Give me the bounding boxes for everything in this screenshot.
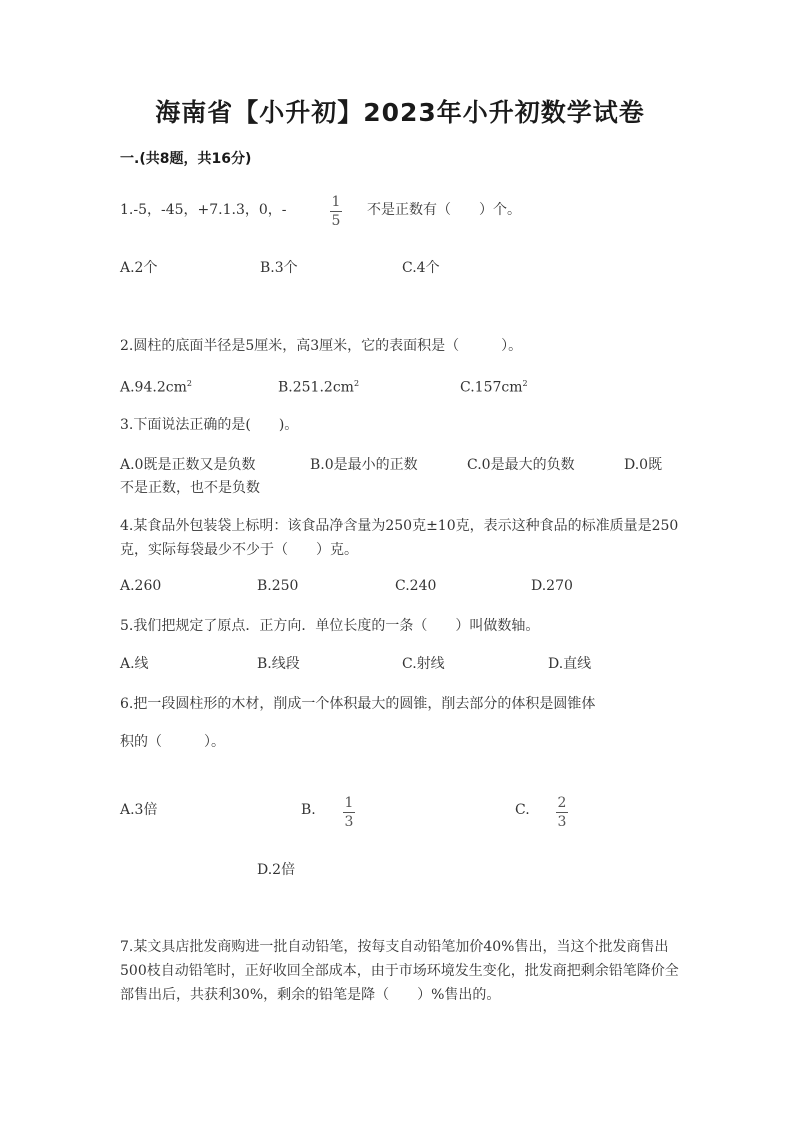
question-6-option-a[interactable]: A.3倍 [120, 802, 158, 818]
question-4-option-b[interactable]: B.250 [257, 578, 299, 594]
fraction-numerator: 2 [557, 795, 567, 811]
fraction-denominator: 3 [344, 814, 354, 830]
question-6-option-c[interactable]: C. [515, 802, 530, 818]
question-3-text: 3.下面说法正确的是( )。 [120, 417, 299, 433]
question-1-text-after: 不是正数有（ ）个。 [367, 202, 521, 218]
question-1-text-before: 1.-5，-45，+7.1.3，0，- [120, 202, 287, 218]
page-title: 海南省【小升初】2023年小升初数学试卷 [155, 98, 645, 127]
option-label: C.157cm [460, 379, 523, 396]
unit-superscript: 2 [522, 379, 528, 388]
fraction-bar [330, 211, 342, 212]
question-5-option-c[interactable]: C.射线 [402, 656, 445, 672]
fraction-numerator: 1 [344, 795, 354, 811]
question-1-fraction [330, 194, 342, 229]
question-2-option-b[interactable] [278, 372, 359, 400]
question-3-option-b[interactable]: B.0是最小的正数 [310, 457, 418, 473]
fraction-denominator: 3 [557, 814, 567, 830]
question-4-option-a[interactable]: A.260 [120, 578, 162, 594]
question-3-option-d[interactable]: D.0既 [624, 457, 663, 473]
question-6-option-d[interactable]: D.2倍 [257, 862, 296, 878]
question-1-option-b[interactable]: B.3个 [260, 260, 298, 276]
option-label: A.94.2cm [120, 379, 187, 396]
question-3-option-d-continued: 不是正数，也不是负数 [120, 480, 260, 496]
fraction-bar [556, 812, 568, 813]
unit-superscript: 2 [186, 379, 192, 388]
fraction-denominator: 5 [331, 213, 341, 229]
question-5-option-b[interactable]: B.线段 [257, 656, 300, 672]
question-6-option-b-fraction [343, 795, 355, 830]
question-5-option-a[interactable]: A.线 [120, 656, 149, 672]
question-4-text: 4.某食品外包装袋上标明：该食品净含量为250克±10克，表示这种食品的标准质量是250克，实际每袋最少不少于（ ）克。 [120, 518, 679, 558]
question-6-text-line-1: 6.把一段圆柱形的木材，削成一个体积最大的圆锥，削去部分的体积是圆锥体 [120, 696, 596, 712]
question-3-option-c[interactable]: C.0是最大的负数 [467, 457, 575, 473]
question-4-option-c[interactable]: C.240 [395, 578, 437, 594]
question-5-text: 5.我们把规定了原点．正方向．单位长度的一条（ ）叫做数轴。 [120, 618, 540, 634]
question-2-option-c[interactable] [460, 372, 528, 400]
question-6-text-line-2: 积的（ ）。 [120, 734, 225, 750]
question-6-option-c-fraction [556, 795, 568, 830]
question-1-option-a[interactable]: A.2个 [120, 260, 158, 276]
question-2-text: 2.圆柱的底面半径是5厘米，高3厘米，它的表面积是（ ）。 [120, 338, 523, 354]
section-heading: 一.(共8题，共16分) [120, 151, 252, 167]
question-6-option-b[interactable]: B. [301, 802, 316, 818]
question-1-option-c[interactable]: C.4个 [402, 260, 440, 276]
option-label: B.251.2cm [278, 379, 354, 396]
unit-superscript: 2 [353, 379, 360, 388]
question-3-option-a[interactable]: A.0既是正数又是负数 [120, 457, 256, 473]
question-5-option-d[interactable]: D.直线 [548, 656, 592, 672]
fraction-bar [343, 812, 355, 813]
question-4-option-d[interactable]: D.270 [531, 578, 573, 594]
question-2-option-a[interactable] [120, 372, 192, 400]
fraction-numerator: 1 [331, 194, 341, 210]
question-7-text: 7.某文具店批发商购进一批自动铅笔，按每支自动铅笔加价40%售出，当这个批发商售出500枝自动铅笔时，正好收回全部成本，由于市场环境发生变化，批发商把剩余铅笔降价全部售出后，共获利30%，剩余的铅笔是降（ ）%售出的。 [120, 939, 679, 1003]
